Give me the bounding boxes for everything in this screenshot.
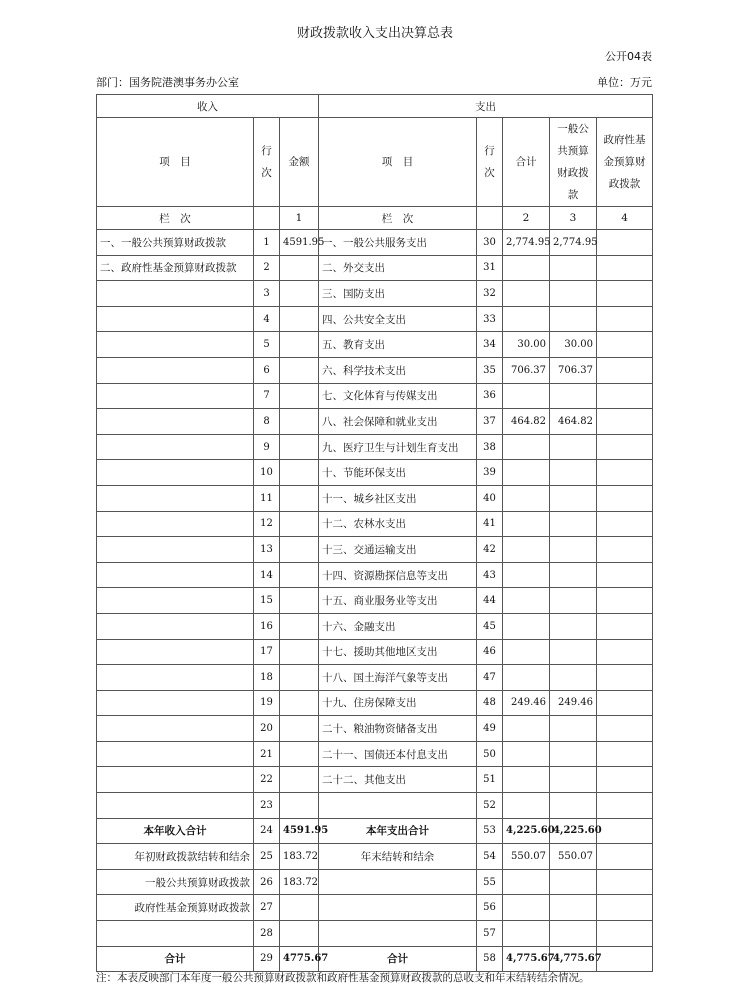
income-line-cell: 24 — [254, 818, 280, 844]
form-code: 公开04表 — [605, 50, 652, 63]
expense-total-cell — [503, 562, 550, 588]
expense-total-cell — [503, 485, 550, 511]
expense-total-cell — [503, 613, 550, 639]
general-budget-cell — [550, 255, 597, 281]
income-amount-cell — [280, 741, 319, 767]
expense-line-col-number — [477, 207, 503, 230]
table-row — [97, 460, 653, 486]
income-amount-cell — [280, 332, 319, 358]
expense-item-cell: 十三、交通运输支出 — [319, 537, 477, 563]
income-line-cell: 1 — [254, 230, 280, 256]
income-amount-cell — [280, 562, 319, 588]
income-item-cell — [97, 511, 254, 537]
income-line-col-number — [254, 207, 280, 230]
table-row — [97, 716, 653, 742]
footnote: 注：本表反映部门本年度一般公共预算财政拨款和政府性基金预算财政拨款的总收支和年末结转结余情况。 — [96, 972, 590, 984]
income-amount-cell — [280, 383, 319, 409]
general-budget-cell — [550, 793, 597, 819]
expense-line-cell: 57 — [477, 921, 503, 947]
general-budget-cell — [550, 767, 597, 793]
gov-fund-cell — [597, 793, 653, 819]
table-row — [97, 665, 653, 691]
summary-row — [97, 818, 653, 844]
expense-total-cell — [503, 537, 550, 563]
general-budget-cell — [550, 281, 597, 307]
expense-item-cell: 四、公共安全支出 — [319, 306, 477, 332]
expense-total-cell: 550.07 — [503, 844, 550, 870]
general-budget-cell — [550, 537, 597, 563]
gov-fund-cell — [597, 230, 653, 256]
table-row — [97, 409, 653, 435]
table-row — [97, 741, 653, 767]
income-item-cell — [97, 665, 254, 691]
income-line-cell: 29 — [254, 946, 280, 972]
expense-line-cell: 33 — [477, 306, 503, 332]
general-budget-cell — [550, 665, 597, 691]
gov-fund-cell — [597, 511, 653, 537]
income-amount-cell — [280, 767, 319, 793]
summary-row — [97, 895, 653, 921]
expense-total-cell: 706.37 — [503, 357, 550, 383]
header-row-sections — [97, 95, 653, 118]
gov-fund-cell — [597, 741, 653, 767]
gov-fund-cell — [597, 332, 653, 358]
expense-line-cell: 56 — [477, 895, 503, 921]
income-item-cell: 本年收入合计 — [97, 818, 254, 844]
gov-fund-cell — [597, 383, 653, 409]
expense-total-cell — [503, 383, 550, 409]
department-label: 部门：国务院港澳事务办公室 — [96, 76, 239, 89]
expense-line-cell: 48 — [477, 690, 503, 716]
expense-total-cell — [503, 434, 550, 460]
table-row — [97, 639, 653, 665]
income-amount-cell — [280, 639, 319, 665]
general-budget-cell: 464.82 — [550, 409, 597, 435]
expense-item-cell: 五、教育支出 — [319, 332, 477, 358]
income-amount-cell: 4591.95 — [280, 230, 319, 256]
gov-fund-cell — [597, 460, 653, 486]
income-line-cell: 26 — [254, 869, 280, 895]
expense-total-cell: 4,775.67 — [503, 946, 550, 972]
expense-item-cell: 十九、住房保障支出 — [319, 690, 477, 716]
income-item-cell — [97, 434, 254, 460]
general-budget-cell — [550, 434, 597, 460]
unit-label: 单位：万元 — [597, 76, 652, 89]
expense-line-cell: 46 — [477, 639, 503, 665]
income-amount-cell — [280, 357, 319, 383]
expense-line-cell: 53 — [477, 818, 503, 844]
income-amount-cell — [280, 537, 319, 563]
income-amount-cell — [280, 255, 319, 281]
income-amount-cell — [280, 690, 319, 716]
income-line-cell: 22 — [254, 767, 280, 793]
income-amount-col-number: 1 — [280, 207, 319, 230]
expense-total-col-number: 2 — [503, 207, 550, 230]
general-budget-cell — [550, 306, 597, 332]
income-line-cell: 25 — [254, 844, 280, 870]
fund-col-number: 4 — [597, 207, 653, 230]
income-line-cell: 9 — [254, 434, 280, 460]
table-row — [97, 434, 653, 460]
gov-fund-cell — [597, 613, 653, 639]
table-row — [97, 690, 653, 716]
table-row — [97, 230, 653, 256]
income-line-cell: 12 — [254, 511, 280, 537]
income-line-cell: 7 — [254, 383, 280, 409]
income-line-cell: 13 — [254, 537, 280, 563]
report-title: 财政拨款收入支出决算总表 — [296, 26, 453, 41]
expense-total-cell: 464.82 — [503, 409, 550, 435]
income-amount-cell — [280, 665, 319, 691]
expense-line-cell: 39 — [477, 460, 503, 486]
general-budget-cell — [550, 921, 597, 947]
expense-total-cell: 2,774.95 — [503, 230, 550, 256]
income-col-label: 栏 次 — [97, 207, 254, 230]
gov-fund-header: 政府性基金预算财政拨款 — [597, 118, 653, 207]
income-item-cell — [97, 332, 254, 358]
income-line-cell: 16 — [254, 613, 280, 639]
income-amount-cell — [280, 511, 319, 537]
income-amount-cell — [280, 793, 319, 819]
gov-fund-cell — [597, 665, 653, 691]
income-item-cell: 政府性基金预算财政拨款 — [97, 895, 254, 921]
income-amount-cell — [280, 613, 319, 639]
income-amount-cell — [280, 409, 319, 435]
general-budget-cell: 706.37 — [550, 357, 597, 383]
expense-section-header: 支出 — [319, 95, 653, 118]
expense-total-cell: 4,225.60 — [503, 818, 550, 844]
expense-item-cell: 十二、农林水支出 — [319, 511, 477, 537]
expense-item-cell: 九、医疗卫生与计划生育支出 — [319, 434, 477, 460]
income-item-cell — [97, 921, 254, 947]
income-amount-cell — [280, 588, 319, 614]
gov-fund-cell — [597, 537, 653, 563]
gov-fund-cell — [597, 306, 653, 332]
general-budget-cell — [550, 383, 597, 409]
expense-total-header: 合计 — [503, 118, 550, 207]
income-line-cell: 19 — [254, 690, 280, 716]
income-line-cell: 18 — [254, 665, 280, 691]
income-item-cell — [97, 741, 254, 767]
expense-item-cell: 十五、商业服务业等支出 — [319, 588, 477, 614]
table-row — [97, 537, 653, 563]
general-budget-cell — [550, 716, 597, 742]
expense-total-cell — [503, 767, 550, 793]
general-budget-cell — [550, 613, 597, 639]
gov-fund-cell — [597, 255, 653, 281]
income-amount-cell: 4591.95 — [280, 818, 319, 844]
expense-line-cell: 32 — [477, 281, 503, 307]
expense-total-cell — [503, 460, 550, 486]
income-item-cell — [97, 537, 254, 563]
expense-line-cell: 31 — [477, 255, 503, 281]
expense-item-cell — [319, 869, 477, 895]
income-item-cell — [97, 409, 254, 435]
general-budget-cell — [550, 741, 597, 767]
expense-line-cell: 38 — [477, 434, 503, 460]
expense-item-cell: 二、外交支出 — [319, 255, 477, 281]
budget-summary-table — [96, 94, 653, 972]
expense-line-cell: 47 — [477, 665, 503, 691]
income-line-cell: 21 — [254, 741, 280, 767]
gov-fund-cell — [597, 716, 653, 742]
income-item-header: 项 目 — [97, 118, 254, 207]
expense-item-cell: 十七、援助其他地区支出 — [319, 639, 477, 665]
expense-item-cell: 年末结转和结余 — [319, 844, 477, 870]
general-budget-cell: 30.00 — [550, 332, 597, 358]
expense-item-cell: 合计 — [319, 946, 477, 972]
expense-line-cell: 34 — [477, 332, 503, 358]
general-budget-cell — [550, 460, 597, 486]
expense-total-cell — [503, 793, 550, 819]
expense-item-cell — [319, 895, 477, 921]
gov-fund-cell — [597, 690, 653, 716]
income-item-cell: 一般公共预算财政拨款 — [97, 869, 254, 895]
income-section-header: 收入 — [97, 95, 319, 118]
income-line-cell: 27 — [254, 895, 280, 921]
income-item-cell: 合计 — [97, 946, 254, 972]
income-amount-header: 金额 — [280, 118, 319, 207]
general-col-number: 3 — [550, 207, 597, 230]
expense-total-cell — [503, 741, 550, 767]
expense-item-cell: 七、文化体育与传媒支出 — [319, 383, 477, 409]
income-item-cell — [97, 460, 254, 486]
income-line-cell: 17 — [254, 639, 280, 665]
income-amount-cell — [280, 434, 319, 460]
income-line-cell: 3 — [254, 281, 280, 307]
expense-total-cell — [503, 255, 550, 281]
expense-line-cell: 55 — [477, 869, 503, 895]
gov-fund-cell — [597, 409, 653, 435]
income-item-cell — [97, 306, 254, 332]
income-item-cell — [97, 562, 254, 588]
expense-item-cell: 一、一般公共服务支出 — [319, 230, 477, 256]
expense-total-cell — [503, 665, 550, 691]
general-budget-cell: 2,774.95 — [550, 230, 597, 256]
income-line-cell: 6 — [254, 357, 280, 383]
general-budget-header: 一般公共预算财政拨款 — [550, 118, 597, 207]
expense-line-cell: 54 — [477, 844, 503, 870]
expense-total-cell — [503, 921, 550, 947]
income-item-cell — [97, 767, 254, 793]
table-row — [97, 793, 653, 819]
expense-line-cell: 35 — [477, 357, 503, 383]
general-budget-cell — [550, 895, 597, 921]
expense-line-cell: 36 — [477, 383, 503, 409]
income-line-header: 行次 — [254, 118, 280, 207]
income-line-cell: 11 — [254, 485, 280, 511]
expense-total-cell: 249.46 — [503, 690, 550, 716]
expense-line-header: 行次 — [477, 118, 503, 207]
summary-row — [97, 844, 653, 870]
expense-total-cell — [503, 716, 550, 742]
income-item-cell — [97, 281, 254, 307]
expense-item-cell — [319, 921, 477, 947]
income-item-cell — [97, 716, 254, 742]
income-line-cell: 8 — [254, 409, 280, 435]
expense-total-cell — [503, 306, 550, 332]
income-amount-cell — [280, 281, 319, 307]
income-line-cell: 4 — [254, 306, 280, 332]
summary-row — [97, 946, 653, 972]
expense-line-cell: 49 — [477, 716, 503, 742]
expense-line-cell: 40 — [477, 485, 503, 511]
table-row — [97, 306, 653, 332]
income-amount-cell — [280, 306, 319, 332]
expense-line-cell: 51 — [477, 767, 503, 793]
table-row — [97, 383, 653, 409]
expense-item-cell: 十四、资源勘探信息等支出 — [319, 562, 477, 588]
general-budget-cell: 4,225.60 — [550, 818, 597, 844]
income-amount-cell — [280, 921, 319, 947]
expense-line-cell: 58 — [477, 946, 503, 972]
income-item-cell — [97, 485, 254, 511]
income-line-cell: 5 — [254, 332, 280, 358]
income-line-cell: 10 — [254, 460, 280, 486]
income-amount-cell — [280, 460, 319, 486]
expense-item-cell: 三、国防支出 — [319, 281, 477, 307]
income-item-cell — [97, 588, 254, 614]
expense-item-cell: 十一、城乡社区支出 — [319, 485, 477, 511]
gov-fund-cell — [597, 588, 653, 614]
expense-item-cell — [319, 793, 477, 819]
expense-item-cell: 八、社会保障和就业支出 — [319, 409, 477, 435]
table-row — [97, 613, 653, 639]
gov-fund-cell — [597, 485, 653, 511]
expense-total-cell — [503, 869, 550, 895]
expense-item-cell: 二十二、其他支出 — [319, 767, 477, 793]
income-amount-cell — [280, 895, 319, 921]
income-item-cell — [97, 383, 254, 409]
income-item-cell: 一、一般公共预算财政拨款 — [97, 230, 254, 256]
table-row — [97, 281, 653, 307]
expense-total-cell — [503, 511, 550, 537]
income-item-cell — [97, 357, 254, 383]
expense-line-cell: 42 — [477, 537, 503, 563]
gov-fund-cell — [597, 869, 653, 895]
gov-fund-cell — [597, 639, 653, 665]
expense-line-cell: 43 — [477, 562, 503, 588]
expense-line-cell: 41 — [477, 511, 503, 537]
expense-item-cell: 十八、国土海洋气象等支出 — [319, 665, 477, 691]
gov-fund-cell — [597, 946, 653, 972]
table-row — [97, 562, 653, 588]
expense-line-cell: 50 — [477, 741, 503, 767]
header-row-col-numbers — [97, 207, 653, 230]
expense-item-cell: 本年支出合计 — [319, 818, 477, 844]
expense-line-cell: 45 — [477, 613, 503, 639]
summary-row — [97, 869, 653, 895]
income-line-cell: 28 — [254, 921, 280, 947]
income-item-cell: 二、政府性基金预算财政拨款 — [97, 255, 254, 281]
gov-fund-cell — [597, 434, 653, 460]
expense-item-cell: 十六、金融支出 — [319, 613, 477, 639]
expense-total-cell: 30.00 — [503, 332, 550, 358]
general-budget-cell: 4,775.67 — [550, 946, 597, 972]
expense-item-header: 项 目 — [319, 118, 477, 207]
expense-total-cell — [503, 895, 550, 921]
income-item-cell — [97, 639, 254, 665]
general-budget-cell — [550, 511, 597, 537]
income-line-cell: 15 — [254, 588, 280, 614]
general-budget-cell: 249.46 — [550, 690, 597, 716]
expense-total-cell — [503, 281, 550, 307]
income-line-cell: 23 — [254, 793, 280, 819]
gov-fund-cell — [597, 281, 653, 307]
income-line-cell: 2 — [254, 255, 280, 281]
income-amount-cell: 4775.67 — [280, 946, 319, 972]
gov-fund-cell — [597, 844, 653, 870]
table-row — [97, 767, 653, 793]
income-amount-cell: 183.72 — [280, 869, 319, 895]
expense-total-cell — [503, 639, 550, 665]
header-row-columns — [97, 118, 653, 207]
income-item-cell — [97, 690, 254, 716]
general-budget-cell — [550, 869, 597, 895]
gov-fund-cell — [597, 818, 653, 844]
gov-fund-cell — [597, 357, 653, 383]
expense-col-label: 栏 次 — [319, 207, 477, 230]
general-budget-cell — [550, 639, 597, 665]
table-row — [97, 332, 653, 358]
table-row — [97, 511, 653, 537]
income-amount-cell: 183.72 — [280, 844, 319, 870]
table-row — [97, 485, 653, 511]
income-amount-cell — [280, 485, 319, 511]
income-line-cell: 14 — [254, 562, 280, 588]
expense-item-cell: 六、科学技术支出 — [319, 357, 477, 383]
table-row — [97, 357, 653, 383]
summary-row — [97, 921, 653, 947]
income-item-cell — [97, 793, 254, 819]
expense-item-cell: 二十一、国债还本付息支出 — [319, 741, 477, 767]
gov-fund-cell — [597, 767, 653, 793]
income-amount-cell — [280, 716, 319, 742]
expense-line-cell: 44 — [477, 588, 503, 614]
gov-fund-cell — [597, 562, 653, 588]
general-budget-cell — [550, 485, 597, 511]
expense-line-cell: 37 — [477, 409, 503, 435]
expense-line-cell: 52 — [477, 793, 503, 819]
expense-total-cell — [503, 588, 550, 614]
income-item-cell — [97, 613, 254, 639]
general-budget-cell — [550, 588, 597, 614]
gov-fund-cell — [597, 921, 653, 947]
income-line-cell: 20 — [254, 716, 280, 742]
table-row — [97, 588, 653, 614]
income-item-cell: 年初财政拨款结转和结余 — [97, 844, 254, 870]
expense-item-cell: 二十、粮油物资储备支出 — [319, 716, 477, 742]
gov-fund-cell — [597, 895, 653, 921]
expense-line-cell: 30 — [477, 230, 503, 256]
expense-item-cell: 十、节能环保支出 — [319, 460, 477, 486]
general-budget-cell: 550.07 — [550, 844, 597, 870]
general-budget-cell — [550, 562, 597, 588]
table-row — [97, 255, 653, 281]
